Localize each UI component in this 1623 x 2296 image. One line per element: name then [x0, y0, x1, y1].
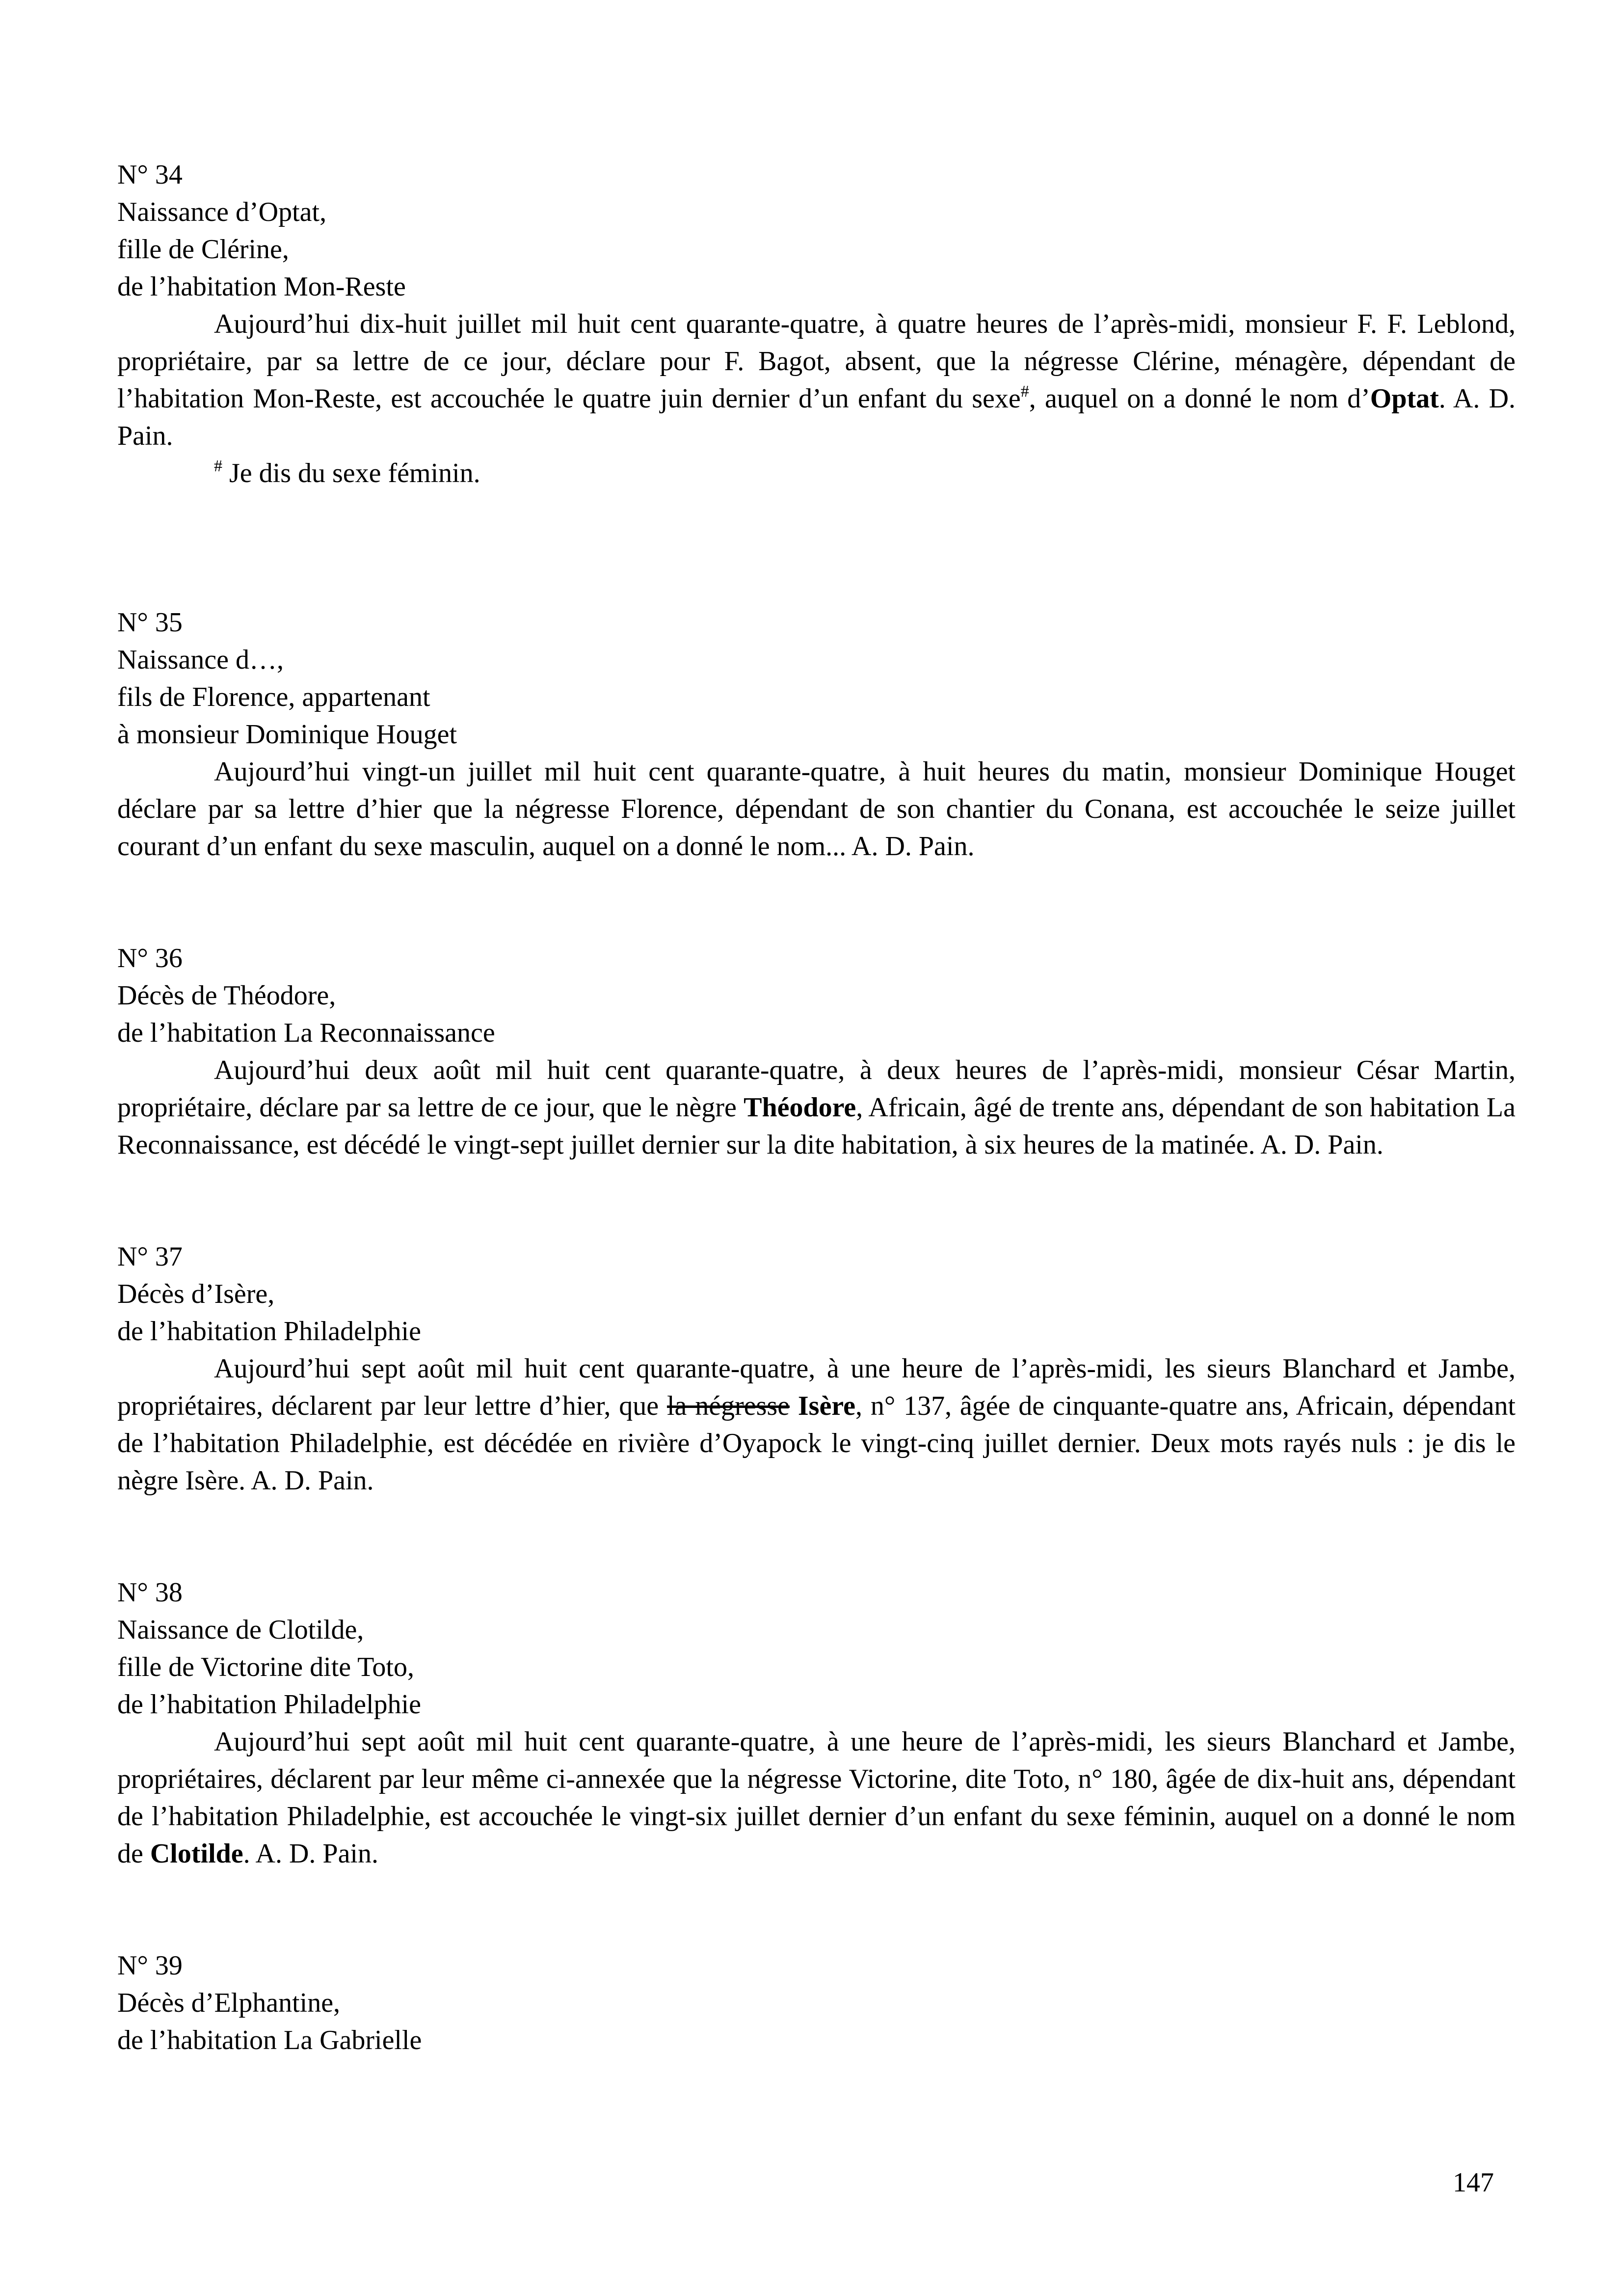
body-text-segment: Aujourd’hui vingt-un juillet mil huit cent quarante-quatre, à huit heures du matin, monsieur Dominique Houget déclare par sa lettre d’hier que la négresse Florence, dépendant de son chantier du Conana, est accouchée le seize juillet courant d’un enfant du sexe masculin, auquel on a donné le nom... A. D. Pain. — [117, 756, 1516, 862]
entry-body — [117, 1350, 1516, 1499]
entry-heading-line: Naissance d’Optat, — [117, 197, 327, 227]
page-number: 147 — [1453, 2167, 1494, 2198]
entry-body — [117, 1723, 1516, 1872]
body-text-segment: . A. D. Pain. — [117, 383, 1516, 451]
entry-heading-line: fils de Florence, appartenant — [117, 682, 430, 712]
entry-number: N° 38 — [117, 1577, 183, 1608]
entry-body — [117, 1052, 1516, 1163]
entry-body — [117, 305, 1516, 455]
entry-34 — [117, 156, 1516, 492]
body-text-segment — [790, 1391, 798, 1421]
document-page — [117, 156, 1516, 2059]
entry-37 — [117, 1238, 1516, 1499]
entry-heading-line: de l’habitation La Reconnaissance — [117, 1018, 495, 1048]
person-name: Théodore — [744, 1092, 856, 1123]
footnote-mark: # — [214, 457, 222, 475]
entry-39 — [117, 1947, 1516, 2059]
entry-heading-line: Naissance de Clotilde, — [117, 1615, 364, 1645]
entry-number: N° 36 — [117, 943, 183, 973]
entry-heading-line: Décès d’Elphantine, — [117, 1988, 341, 2018]
footnote — [117, 455, 1516, 492]
entry-heading-line: à monsieur Dominique Houget — [117, 719, 457, 750]
body-text-segment: Aujourd’hui dix-huit juillet mil huit cent quarante-quatre, à quatre heures de l’après-midi, monsieur F. F. Leblond, propriétaire, par sa lettre de ce jour, déclare pour F. Bagot, absent, que la négresse Clérine, ménagère, dépendant de l’habitation Mon-Reste, est accouchée le quatre juin dernier d’un enfant du sexe — [117, 309, 1516, 414]
body-text-segment: Aujourd’hui sept août mil huit cent quarante-quatre, à une heure de l’après-midi, les sieurs Blanchard et Jambe, propriétaires, déclarent par leur lettre d’hier, que — [117, 1353, 1516, 1421]
person-name: Isère — [798, 1391, 855, 1421]
entry-35 — [117, 604, 1516, 865]
footnote-mark: # — [1020, 382, 1029, 401]
body-text-segment: , n° 137, âgée de cinquante-quatre ans, Africain, dépendant de l’habitation Philadelphie, est décédée en rivière d’Oyapock le vingt-cinq juillet dernier. Deux mots rayés nuls : je dis le nègre Isère. A. D. Pain. — [117, 1391, 1516, 1496]
entry-number: N° 35 — [117, 607, 183, 638]
entry-heading-line: de l’habitation Philadelphie — [117, 1689, 421, 1720]
entry-heading-line: fille de Clérine, — [117, 234, 289, 265]
entry-body — [117, 753, 1516, 865]
person-name: Optat — [1370, 383, 1439, 414]
entry-number: N° 34 — [117, 160, 183, 190]
body-text-segment: Aujourd’hui sept août mil huit cent quarante-quatre, à une heure de l’après-midi, les sieurs Blanchard et Jambe, propriétaires, déclarent par leur même ci-annexée que la négresse Victorine, dite Toto, n° 180, âgée de dix-huit ans, dépendant de l’habitation Philadelphie, est accouchée le vingt-six juillet dernier d’un enfant du sexe féminin, auquel on a donné le nom de — [117, 1727, 1516, 1869]
entry-heading-line: Naissance d…, — [117, 645, 284, 675]
entry-heading-line: Décès d’Isère, — [117, 1279, 275, 1309]
body-text-segment: , Africain, âgé de trente ans, dépendant de son habitation La Reconnaissance, est décédé le vingt-sept juillet dernier sur la dite habitation, à six heures de la matinée. A. D. Pain. — [117, 1092, 1516, 1160]
entry-36 — [117, 940, 1516, 1163]
entry-38 — [117, 1574, 1516, 1872]
body-text-segment: , auquel on a donné le nom d’ — [1029, 383, 1370, 414]
entry-heading-line: Décès de Théodore, — [117, 980, 336, 1011]
body-text-segment: Aujourd’hui deux août mil huit cent quarante-quatre, à deux heures de l’après-midi, monsieur César Martin, propriétaire, déclare par sa lettre de ce jour, que le nègre — [117, 1055, 1516, 1123]
entry-heading-line: de l’habitation Mon-Reste — [117, 271, 406, 302]
entry-heading-line: de l’habitation Philadelphie — [117, 1316, 421, 1347]
body-text-segment: . A. D. Pain. — [243, 1838, 378, 1869]
entry-heading-line: de l’habitation La Gabrielle — [117, 2025, 422, 2055]
footnote-text: Je dis du sexe féminin. — [222, 458, 480, 488]
person-name: Clotilde — [150, 1838, 243, 1869]
entry-heading-line: fille de Victorine dite Toto, — [117, 1652, 414, 1682]
entry-number: N° 37 — [117, 1242, 183, 1272]
entry-number: N° 39 — [117, 1950, 183, 1981]
struck-text: la négresse — [666, 1391, 790, 1421]
